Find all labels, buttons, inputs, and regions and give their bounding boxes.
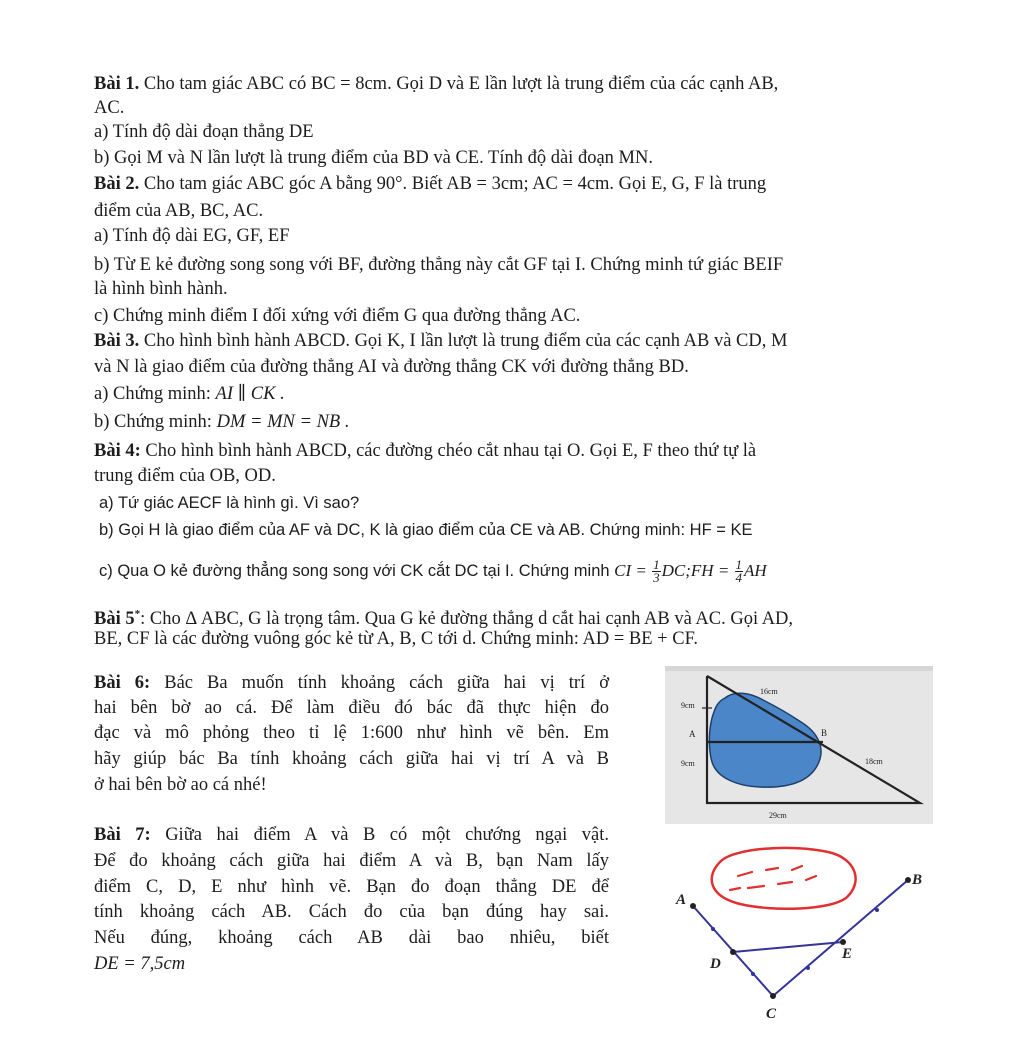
bai4-part-a: a) Tứ giác AECF là hình gì. Vì sao? (99, 494, 360, 512)
point-d-dot (730, 949, 736, 955)
bai2-line1: Bài 2. Cho tam giác ABC góc A bằng 90°. Biết AB = 3cm; AC = 4cm. Gọi E, G, F là trung (94, 174, 767, 194)
obstacle-hatching (730, 866, 816, 890)
bai1-part-b: b) Gọi M và N lần lượt là trung điểm của BD và CE. Tính độ dài đoạn MN. (94, 148, 653, 168)
bai7-title: Bài 7: (94, 825, 151, 845)
tick-ce (806, 966, 810, 970)
bai5-line1: Bài 5*: Cho Δ ABC, G là trọng tâm. Qua G kẻ đường thẳng d cắt hai cạnh AB và AC. Gọi AD, (94, 608, 794, 630)
bai6-line1: Bài 6: Bác Ba muốn tính khoảng cách giữa hai vị trí ở (94, 673, 610, 693)
fraction-one-quarter: $\frac{1}{4}$ (735, 557, 743, 586)
bai2-title: Bài 2. (94, 174, 140, 194)
bai4-line2: trung điểm của OB, OD. (94, 466, 276, 486)
label-d: D (710, 956, 721, 972)
bai3-part-a: a) Chứng minh: AI ∥ CK . (94, 384, 285, 404)
bai7-line1: Bài 7: Giữa hai điểm A và B có một chướng ngại vật. (94, 825, 609, 845)
label-c: C (766, 1006, 777, 1022)
tick-dc (751, 972, 755, 976)
bai2-line2: điểm của AB, BC, AC. (94, 201, 264, 221)
point-a-dot (690, 903, 696, 909)
bai6-pond-figure (665, 666, 933, 824)
bai7-line2: Để đo khoảng cách giữa hai điểm A và B, bạn Nam lấy (94, 851, 609, 871)
point-e-dot (840, 939, 846, 945)
bai3-title: Bài 3. (94, 331, 140, 351)
math-dm-mn-nb: DM = MN = NB . (216, 412, 350, 432)
bai2-part-a: a) Tính độ dài EG, GF, EF (94, 226, 290, 246)
bai7-line5: Nếu đúng, khoảng cách AB dài bao nhiêu, biết (94, 928, 609, 948)
bai7-obstacle-figure (670, 840, 940, 1030)
bai3-line1: Bài 3. Cho hình bình hành ABCD. Gọi K, I lần lượt là trung điểm của các cạnh AB và CD, M (94, 331, 788, 351)
bai3-part-b: b) Chứng minh: DM = MN = NB . (94, 412, 350, 432)
math-ai-parallel-ck: AI ∥ CK . (215, 384, 285, 404)
bai7-line3: điểm C, D, E như hình vẽ. Bạn đo đoạn thẳng DE để (94, 877, 609, 897)
label-29cm: 29cm (769, 811, 787, 820)
label-e: E (842, 946, 853, 962)
label-b: B (912, 872, 923, 888)
bai4-line1: Bài 4: Cho hình bình hành ABCD, các đường chéo cắt nhau tại O. Gọi E, F theo thứ tự là (94, 441, 757, 461)
bai5-line2: BE, CF là các đường vuông góc kẻ từ A, B, C tới d. Chứng minh: AD = BE + CF. (94, 629, 698, 649)
label-point-b: B (821, 728, 828, 738)
bai1-title: Bài 1. (94, 74, 140, 94)
bai6-line2: hai bên bờ ao cá. Để làm điều đó bác đã thực hiện đo (94, 698, 609, 718)
bai4-title: Bài 4: (94, 441, 141, 461)
bai1-line1: Bài 1. Cho tam giác ABC có BC = 8cm. Gọi D và E lần lượt là trung điểm của các cạnh AB, (94, 74, 779, 94)
bai7-line6 (94, 952, 185, 976)
bai3-line2: và N là giao điểm của đường thẳng AI và đường thẳng CK với đường thẳng BD. (94, 357, 689, 377)
bai7-line4: tính khoảng cách AB. Cách đo của bạn đúng hay sai. (94, 902, 609, 922)
figure-top-strip (665, 666, 933, 671)
bai4-part-b: b) Gọi H là giao điểm của AF và DC, K là giao điểm của CE và AB. Chứng minh: HF = KE (99, 521, 753, 539)
bai6-line3: đạc và mô phỏng theo tỉ lệ 1:600 như hình vẽ bên. Em (94, 723, 609, 743)
bai2-part-b-line2: là hình bình hành. (94, 279, 228, 299)
bai2-part-b-line1: b) Từ E kẻ đường song song với BF, đường thẳng này cắt GF tại I. Chứng minh tứ giác BEIF (94, 255, 784, 275)
label-9cm-bottom: 9cm (681, 759, 695, 768)
obstacle-outline (712, 848, 856, 909)
label-a: A (676, 892, 687, 908)
bai4-part-c: c) Qua O kẻ đường thẳng song song với CK cắt DC tại I. Chứng minh CI = $\frac{1}{3}$ DC;FH = $\frac{1}{4}$ AH (99, 557, 767, 586)
bai1-line2: AC. (94, 98, 125, 118)
math-de-value: DE = 7,5cm (94, 954, 186, 974)
label-18cm: 18cm (865, 757, 883, 766)
label-9cm-top: 9cm (681, 701, 695, 710)
segment-cb (773, 880, 908, 996)
fraction-one-third: $\frac{1}{3}$ (653, 557, 660, 586)
point-c-dot (770, 993, 776, 999)
bai2-part-c: c) Chứng minh điểm I đối xứng với điểm G qua đường thẳng AC. (94, 306, 581, 326)
bai6-title: Bài 6: (94, 673, 151, 693)
point-b-dot (905, 877, 911, 883)
tick-eb (875, 908, 879, 912)
label-point-a: A (689, 729, 696, 739)
bai6-line5: ở hai bên bờ ao cá nhé! (94, 775, 267, 795)
bai5-title: Bài 5* (94, 608, 141, 630)
bai1-part-a: a) Tính độ dài đoạn thẳng DE (94, 122, 314, 142)
bai6-line4: hãy giúp bác Ba tính khoảng cách giữa hai vị trí A và B (94, 749, 609, 769)
tick-ad (711, 927, 715, 931)
label-16cm: 16cm (760, 687, 778, 696)
